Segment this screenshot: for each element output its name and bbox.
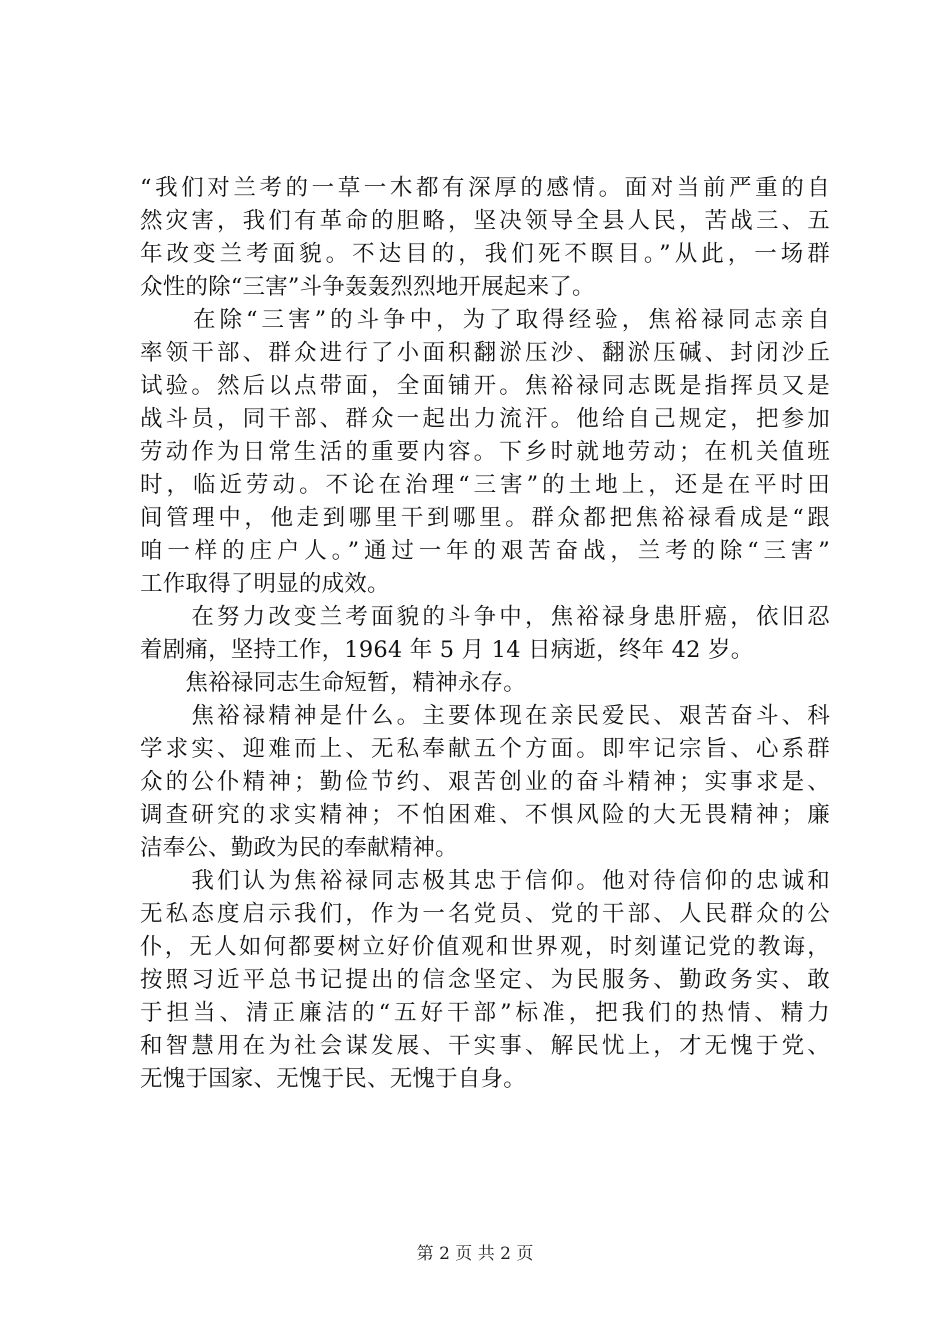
text-line: 于担当、清正廉洁的“五好干部”标准，把我们的热情、精力 (140, 1000, 830, 1026)
text-line: 时，临近劳动。不论在治理“三害”的土地上，还是在平时田 (140, 472, 830, 498)
text-line: 众的公仆精神；勤俭节约、艰苦创业的奋斗精神；实事求是、 (140, 769, 830, 795)
paragraph (140, 667, 830, 700)
text-line: 学求实、迎难而上、无私奉献五个方面。即牢记宗旨、心系群 (140, 736, 830, 762)
paragraph (140, 304, 830, 601)
text-line: 焦裕禄同志生命短暂，精神永存。 (140, 670, 526, 696)
text-line: 无愧于国家、无愧于民、无愧于自身。 (140, 1066, 526, 1092)
text-line: 和智慧用在为社会谋发展、干实事、解民忧上，才无愧于党、 (140, 1033, 830, 1059)
text-line: 咱一样的庄户人。”通过一年的艰苦奋战，兰考的除“三害” (140, 538, 830, 564)
text-line: 战斗员，同干部、群众一起出力流汗。他给自己规定，把参加 (140, 406, 830, 432)
text-line: 工作取得了明显的成效。 (140, 571, 390, 597)
text-line: 调查研究的求实精神；不怕困难、不惧风险的大无畏精神；廉 (140, 802, 830, 828)
text-line: 焦裕禄精神是什么。主要体现在亲民爱民、艰苦奋斗、科 (140, 703, 830, 729)
paragraph (140, 700, 830, 865)
text-line: 无私态度启示我们，作为一名党员、党的干部、人民群众的公 (140, 901, 830, 927)
text-line: 试验。然后以点带面，全面铺开。焦裕禄同志既是指挥员又是 (140, 373, 830, 399)
page-number-footer: 第 2 页 共 2 页 (416, 1244, 534, 1264)
text-line: 我们认为焦裕禄同志极其忠于信仰。他对待信仰的忠诚和 (140, 868, 830, 894)
text-line: 洁奉公、勤政为民的奉献精神。 (140, 835, 458, 861)
paragraph (140, 601, 830, 667)
text-line: 在除“三害”的斗争中，为了取得经验，焦裕禄同志亲自 (140, 307, 830, 333)
text-line: 率领干部、群众进行了小面积翻淤压沙、翻淤压碱、封闭沙丘 (140, 340, 830, 366)
text-line: 按照习近平总书记提出的信念坚定、为民服务、勤政务实、敢 (140, 967, 830, 993)
text-line: 仆，无人如何都要树立好价值观和世界观，时刻谨记党的教诲， (140, 934, 830, 960)
paragraph (140, 172, 830, 304)
text-line: 着剧痛，坚持工作，1964 年 5 月 14 日病逝，终年 42 岁。 (140, 637, 754, 663)
text-line: 然灾害，我们有革命的胆略，坚决领导全县人民，苦战三、五 (140, 208, 830, 234)
text-line: 年改变兰考面貌。不达目的，我们死不瞑目。”从此，一场群 (140, 241, 830, 267)
text-line: 间管理中，他走到哪里干到哪里。群众都把焦裕禄看成是“跟 (140, 505, 830, 531)
text-line: 在努力改变兰考面貌的斗争中，焦裕禄身患肝癌，依旧忍 (140, 604, 830, 630)
document-body (140, 172, 830, 1096)
text-line: 众性的除“三害”斗争轰轰烈烈地开展起来了。 (140, 274, 595, 300)
paragraph (140, 865, 830, 1096)
text-line: “我们对兰考的一草一木都有深厚的感情。面对当前严重的自 (140, 175, 830, 201)
text-line: 劳动作为日常生活的重要内容。下乡时就地劳动；在机关值班 (140, 439, 830, 465)
